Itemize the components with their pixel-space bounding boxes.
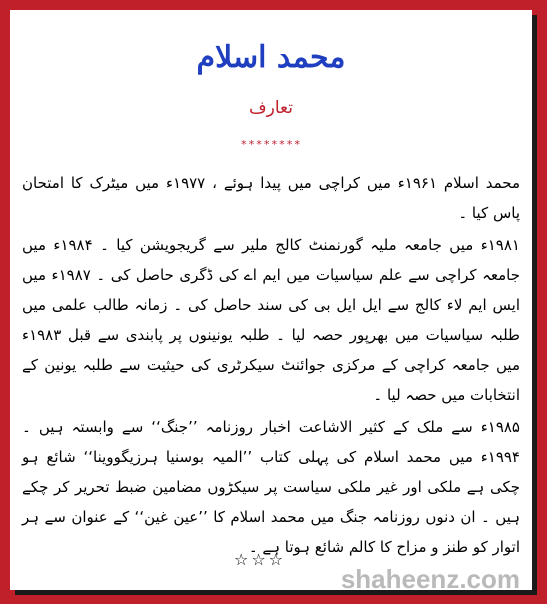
site-watermark: shaheenz.com xyxy=(340,564,520,594)
end-stars-mark: ☆☆☆ xyxy=(233,550,287,569)
paragraph-early-life: محمد اسلام ۱۹۶۱ء میں کراچی میں پیدا ہوئے ، ۱۹۷۷ء میں میٹرک کا امتحان پاس کیا ۔ xyxy=(22,174,521,222)
content-page xyxy=(10,10,532,594)
paragraph-career: ۱۹۸۵ء سے ملک کے کثیر الاشاعت اخبار روزنامہ ’’جنگ‘‘ سے وابستہ ہیں ۔ ۱۹۹۴ء میں محمد اسلام کی پہلی کتاب ’’المیہ بوسنیا ہرزیگووینا‘‘ شائع ہو چکی ہے ملکی اور غیر ملکی سیاست پر سیکڑوں مضامین ضبط تحریر کر چکے ہیں ۔ ان دنوں روزنامہ جنگ میں محمد اسلام کا ’’عین غین‘‘ کے عنوان سے ہر اتوار کو طنز و مزاح کا کالم شائع ہوتا ہے ۔ xyxy=(22,418,520,556)
paragraph-education: ۱۹۸۱ء میں جامعہ ملیہ گورنمنٹ کالج ملیر سے گریجویشن کیا ۔ ۱۹۸۴ء میں جامعہ کراچی سے علم سیاسیات میں ایم اے کی ڈگری حاصل کی ۔ ۱۹۸۷ء میں ایس ایم لاء کالج سے ایل ایل بی کی سند حاصل کی ۔ زمانہ طالب علمی میں طلبہ سیاسیات میں بھرپور حصہ لیا ۔ طلبہ یونینوں پر پابندی سے قبل ۱۹۸۳ء میں جامعہ کراچی کے مرکزی جوائنٹ سیکرٹری کی حیثیت سے طلبہ یونین کے انتخابات میں حصہ لیا ۔ xyxy=(22,236,520,404)
page-title: محمد اسلام xyxy=(196,40,346,75)
section-subtitle: تعارف xyxy=(249,98,293,118)
asterisk-divider: ******** xyxy=(240,138,302,151)
biography-text xyxy=(22,168,520,564)
